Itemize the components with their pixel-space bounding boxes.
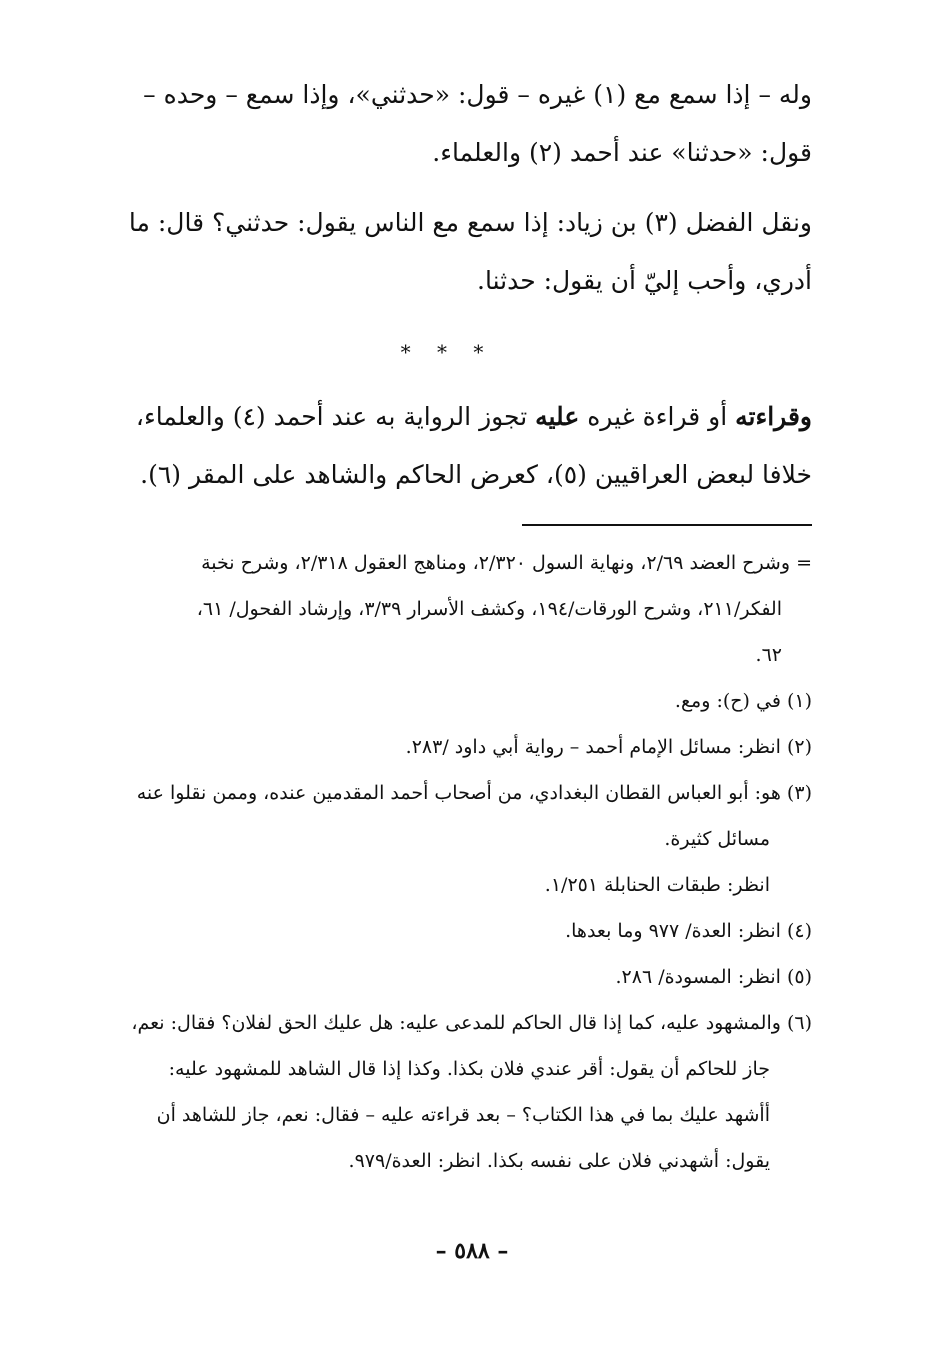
- footnote-6-line-3: أأشهد عليك بما في هذا الكتاب؟ – بعد قراءته عليه – فقال: نعم، جاز للشاهد أن: [156, 1104, 770, 1126]
- footnote-continuation-line-1: = وشرح العضد ٢/٦٩، ونهاية السول ٢/٣٢٠، ومناهج العقول ٢/٣١٨، وشرح نخبة: [201, 552, 812, 574]
- footnote-6-line-1: (٦) والمشهود عليه، كما إذا قال الحاكم للمدعى عليه: هل عليك الحق لفلان؟ فقال: نعم،: [131, 1012, 812, 1034]
- paragraph-1: [82, 66, 812, 182]
- footnote-4: (٤) انظر: العدة/ ٩٧٧ وما بعدها.: [565, 920, 812, 942]
- paragraph-3: [82, 388, 812, 504]
- footnote-3-line-3: انظر: طبقات الحنابلة ١/٢٥١.: [544, 874, 770, 896]
- footnote-6: [82, 1000, 812, 1046]
- footnote-6-line-4: يقول: أشهدني فلان على نفسه بكذا. انظر: العدة/٩٧٩.: [348, 1150, 770, 1172]
- paragraph-3-lead: وقراءته: [735, 402, 812, 431]
- footnote-continuation: [82, 540, 812, 586]
- paragraph-2-line-2: أدري، وأحب إليّ أن يقول: حدثنا.: [477, 266, 812, 295]
- footnote-1: (١) في (ح): ومع.: [674, 690, 812, 712]
- paragraph-1-line-1: وله – إذا سمع مع (١) غيره – قول: «حدثني»، وإذا سمع – وحده –: [143, 80, 812, 109]
- paragraph-1-line-2: قول: «حدثنا» عند أحمد (٢) والعلماء.: [432, 138, 812, 167]
- footnote-divider: [522, 524, 812, 526]
- footnote-3-line-1: (٣) هو: أبو العباس القطان البغدادي، من أصحاب أحمد المقدمين عنده، وممن نقلوا عنه: [136, 782, 812, 804]
- footnote-2: (٢) انظر: مسائل الإمام أحمد – رواية أبي داود /٢٨٣.: [405, 736, 812, 758]
- paragraph-3-part-b: تجوز الرواية به عند أحمد (٤) والعلماء،: [135, 402, 536, 431]
- footnote-continuation-line-3: ٦٢.: [755, 644, 782, 666]
- page-content: [82, 66, 812, 1184]
- paragraph-3-line-2: خلافا لبعض العراقيين (٥)، كعرض الحاكم والشاهد على المقر (٦).: [140, 460, 812, 489]
- section-separator: * * *: [400, 340, 494, 364]
- footnote-continuation-line-2: الفكر/٢١١، وشرح الورقات/١٩٤، وكشف الأسرار ٣/٣٩، وإرشاد الفحول/ ٦١،: [196, 598, 782, 620]
- paragraph-2-line-1: ونقل الفضل (٣) بن زياد: إذا سمع مع الناس يقول: حدثني؟ قال: ما: [128, 208, 812, 237]
- footnote-3: [82, 770, 812, 816]
- footnote-continuation-rest: [82, 586, 812, 678]
- footnote-6-line-2: جاز للحاكم أن يقول: أقر عندي فلان بكذا. وكذا إذا قال الشاهد للمشهود عليه:: [168, 1058, 770, 1080]
- footnote-3-line-2: مسائل كثيرة.: [664, 828, 770, 850]
- footnote-5: (٥) انظر: المسودة/ ٢٨٦.: [615, 966, 812, 988]
- paragraph-3-bold-word: عليه: [535, 402, 580, 431]
- footnote-3-rest: [82, 816, 812, 908]
- paragraph-3-part-a: أو قراءة غيره: [579, 402, 736, 431]
- footnote-6-rest: [82, 1046, 812, 1184]
- page-number: – ٥٨٨ –: [435, 1238, 509, 1264]
- paragraph-2: [82, 194, 812, 310]
